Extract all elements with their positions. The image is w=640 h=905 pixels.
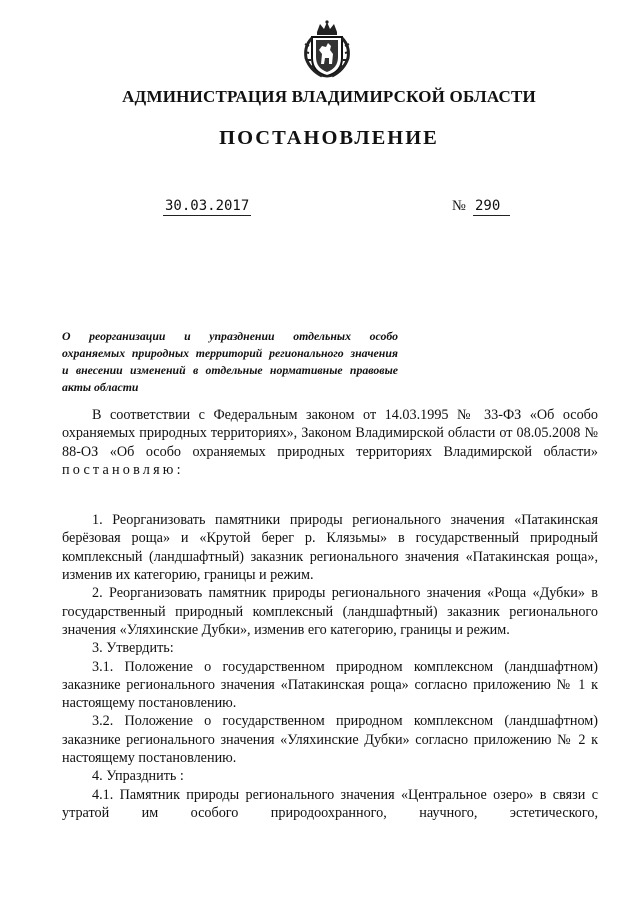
document-type: ПОСТАНОВЛЕНИЕ bbox=[219, 127, 439, 149]
item-4: 4. Упразднить : bbox=[92, 768, 184, 785]
document-number-label: № bbox=[452, 198, 466, 214]
subject-line: О реорганизации и упразднении отдельных особо bbox=[62, 329, 398, 343]
document-date: 30.03.2017 bbox=[165, 198, 250, 214]
item-1: 1. Реорганизовать памятники природы регионального значения «Патакинская берёзовая роща» и «Крутой берег р. Клязьмы» в государственный природный комплексный (ландшафтный) заказник регионального значения «Патакинская роща», изменив их категорию, границы и режим. bbox=[62, 512, 598, 584]
coat-of-arms-emblem bbox=[302, 20, 352, 78]
organization-name: АДМИНИСТРАЦИЯ ВЛАДИМИРСКОЙ ОБЛАСТИ bbox=[122, 87, 536, 106]
item-3-1: 3.1. Положение о государственном природном комплексном (ландшафтном) заказнике регионального значения «Патакинская роща» согласно приложению № 1 к настоящему постановлению. bbox=[62, 658, 598, 712]
item-4-1: 4.1. Памятник природы регионального значения «Центральное озеро» в связи с утратой им особого природоохранного, научного, эстетического, bbox=[62, 786, 598, 821]
document-number: 290 bbox=[473, 198, 510, 216]
item-3-2: 3.2. Положение о государственном природном комплексном (ландшафтном) заказнике регионального значения «Уляхинские Дубки» согласно приложению № 2 к настоящему постановлению. bbox=[62, 713, 598, 767]
document-subject bbox=[62, 328, 398, 396]
subject-line: и внесении изменений в отдельные нормативные правовые bbox=[62, 363, 398, 377]
document-body bbox=[62, 406, 598, 822]
item-2: 2. Реорганизовать памятник природы регионального значения «Роща «Дубки» в государственный природный комплексный (ландшафтный) заказник регионального значения «Уляхинские Дубки», изменив его категорию, границы и режим. bbox=[62, 585, 598, 638]
preamble-paragraph bbox=[62, 406, 598, 479]
subject-line: акты области bbox=[62, 380, 139, 394]
preamble-keyword: постановляю: bbox=[62, 461, 184, 478]
subject-line: охраняемых природных территорий регионального значения bbox=[62, 346, 398, 360]
item-3: 3. Утвердить: bbox=[92, 640, 174, 657]
preamble-text: В соответствии с Федеральным законом от 14.03.1995 № 33-ФЗ «Об особо охраняемых природных территориях», Законом Владимирской области от 08.05.2008 № 88-ОЗ «Об особо охраняемых природных территориях Владимирской области» bbox=[62, 407, 598, 460]
